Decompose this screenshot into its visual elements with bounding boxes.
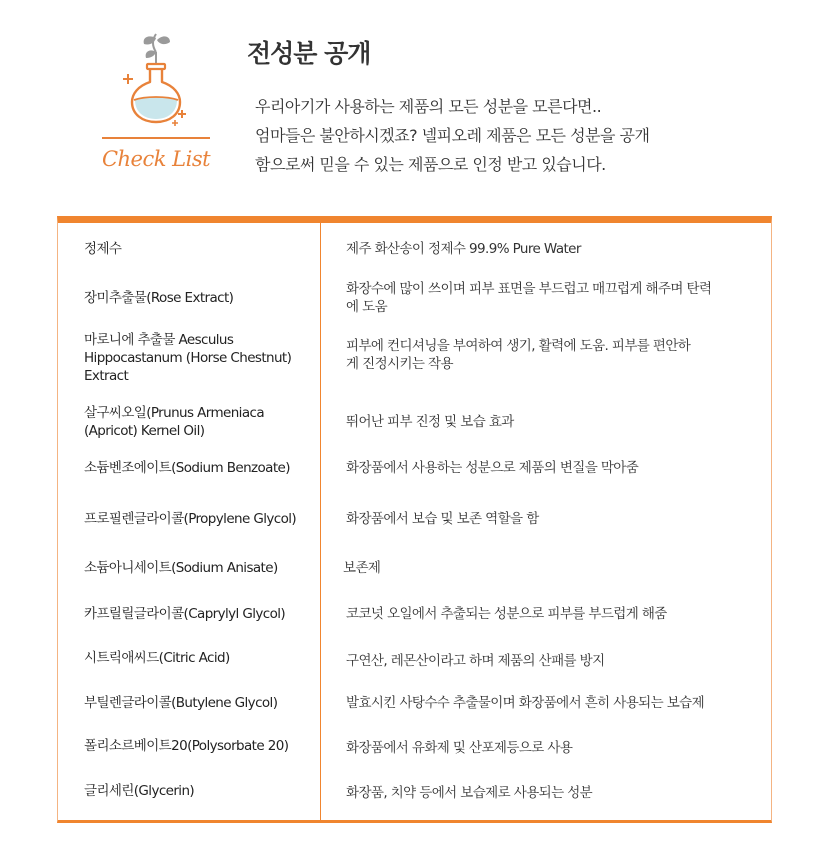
ingredient-name: 프로필렌글라이콜(Propylene Glycol) bbox=[84, 511, 297, 527]
intro-line: 함으로써 믿을 수 있는 제품으로 인정 받고 있습니다. bbox=[255, 155, 606, 174]
ingredient-desc: 화장품, 치약 등에서 보습제로 사용되는 성분 bbox=[346, 785, 593, 801]
ingredient-name: 소듐벤조에이트(Sodium Benzoate) bbox=[84, 460, 290, 476]
ingredient-name: 글리세린(Glycerin) bbox=[84, 783, 195, 799]
intro-text bbox=[255, 92, 649, 179]
logo-divider bbox=[102, 137, 210, 139]
ingredient-desc: 발효시킨 사탕수수 추출물이며 화장품에서 흔히 사용되는 보습제 bbox=[346, 695, 705, 711]
intro-line: 엄마들은 불안하시겠죠? 넬피오레 제품은 모든 성분을 공개 bbox=[255, 126, 650, 145]
ingredient-desc: 화장품에서 유화제 및 산포제등으로 사용 bbox=[346, 740, 573, 756]
ingredient-desc: 피부에 컨디셔닝을 부여하여 생기, 활력에 도움. 피부를 편안하게 진정시키는 작용 bbox=[346, 338, 691, 372]
intro-line: 우리아기가 사용하는 제품의 모든 성분을 모른다면.. bbox=[255, 97, 602, 116]
ingredient-desc: 보존제 bbox=[343, 560, 381, 576]
ingredient-desc: 제주 화산송이 정제수 99.9% Pure Water bbox=[346, 241, 581, 257]
flask-plant-icon bbox=[120, 30, 192, 130]
check-list-logo bbox=[100, 30, 212, 180]
ingredient-name: 부틸렌글라이콜(Butylene Glycol) bbox=[84, 695, 278, 711]
ingredient-desc: 구연산, 레몬산이라고 하며 제품의 산패를 방지 bbox=[346, 653, 605, 669]
ingredient-name: 살구씨오일(Prunus Armeniaca (Apricot) Kernel Oil) bbox=[84, 405, 264, 439]
ingredient-desc: 화장품에서 사용하는 성분으로 제품의 변질을 막아줌 bbox=[346, 460, 639, 476]
ingredient-name: 시트릭애씨드(Citric Acid) bbox=[84, 650, 230, 666]
ingredient-name: 정제수 bbox=[84, 241, 122, 257]
ingredient-desc: 코코넛 오일에서 추출되는 성분으로 피부를 부드럽게 해줌 bbox=[346, 606, 667, 622]
ingredient-desc: 화장수에 많이 쓰이며 피부 표면을 부드럽고 매끄럽게 해주며 탄력에 도움 bbox=[346, 281, 712, 315]
page-title: 전성분 공개 bbox=[247, 39, 371, 68]
column-divider bbox=[320, 223, 321, 820]
ingredient-desc: 뛰어난 피부 진정 및 보습 효과 bbox=[346, 414, 514, 430]
logo-text: Check List bbox=[101, 147, 211, 171]
ingredient-name: 소듐아니세이트(Sodium Anisate) bbox=[84, 560, 278, 576]
ingredient-name: 폴리소르베이트20(Polysorbate 20) bbox=[84, 738, 289, 754]
ingredient-name: 장미추출물(Rose Extract) bbox=[84, 290, 234, 306]
ingredient-name: 마로니에 추출물 Aesculus Hippocastanum (Horse Chestnut) Extract bbox=[84, 332, 292, 384]
ingredient-name: 카프릴릴글라이콜(Caprylyl Glycol) bbox=[84, 606, 286, 622]
ingredients-table bbox=[57, 216, 772, 823]
ingredient-desc: 화장품에서 보습 및 보존 역할을 함 bbox=[346, 511, 539, 527]
